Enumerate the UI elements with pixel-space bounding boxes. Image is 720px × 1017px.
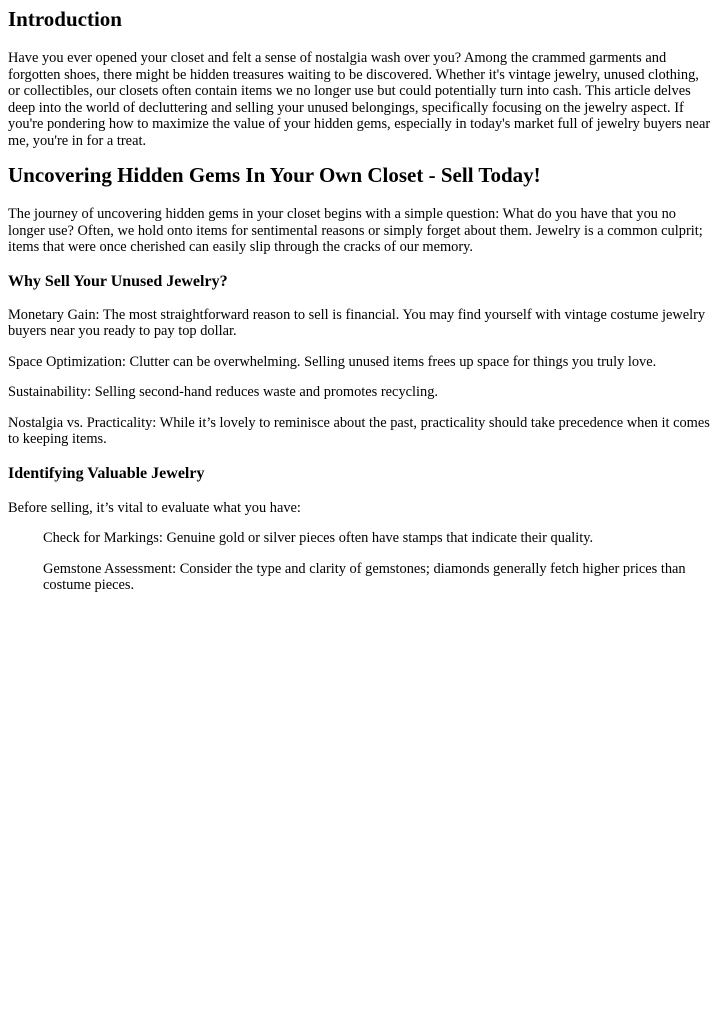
- identifying-heading: Identifying Valuable Jewelry: [8, 464, 205, 482]
- list-item-gemstone-assessment: Gemstone Assessment: Consider the type and clarity of gemstones; diamonds generally fetch higher prices than costume pieces.: [43, 560, 686, 593]
- reason-nostalgia-vs-practicality: Nostalgia vs. Practicality: While it’s lovely to reminisce about the past, practicality should take precedence when it comes to keeping items.: [8, 414, 710, 447]
- evaluation-list: [8, 530, 712, 594]
- reason-space-optimization: Space Optimization: Clutter can be overwhelming. Selling unused items frees up space for things you truly love.: [8, 353, 657, 370]
- introduction-heading: Introduction: [8, 7, 122, 31]
- uncovering-heading: Uncovering Hidden Gems In Your Own Closet - Sell Today!: [8, 163, 541, 187]
- identifying-intro: Before selling, it’s vital to evaluate what you have:: [8, 499, 301, 516]
- uncovering-paragraph: The journey of uncovering hidden gems in your closet begins with a simple question: What do you have that you no longer use? Often, we hold onto items for sentimental reasons or simply forget about them. Jewelry is a common culprit; items that were once cherished can easily slip through the cracks of our memory.: [8, 206, 703, 255]
- reason-monetary-gain: Monetary Gain: The most straightforward reason to sell is financial. You may find yourself with vintage costume jewelry buyers near you ready to pay top dollar.: [8, 306, 706, 339]
- introduction-paragraph: Have you ever opened your closet and felt a sense of nostalgia wash over you? Among the crammed garments and forgotten shoes, there might be hidden treasures waiting to be discovered. Whether it's vintage jewelry, unused clothing, or collectibles, our closets often contain items we no longer use but could potentially turn into cash. This article delves deep into the world of decluttering and selling your unused belongings, specifically focusing on the jewelry aspect. If you're pondering how to maximize the value of your hidden gems, especially in today's market full of jewelry buyers near me, you're in for a treat.: [8, 50, 711, 149]
- list-item-check-markings: Check for Markings: Genuine gold or silver pieces often have stamps that indicate their quality.: [43, 530, 594, 546]
- why-sell-heading: Why Sell Your Unused Jewelry?: [8, 272, 228, 290]
- reason-sustainability: Sustainability: Selling second-hand reduces waste and promotes recycling.: [8, 384, 439, 400]
